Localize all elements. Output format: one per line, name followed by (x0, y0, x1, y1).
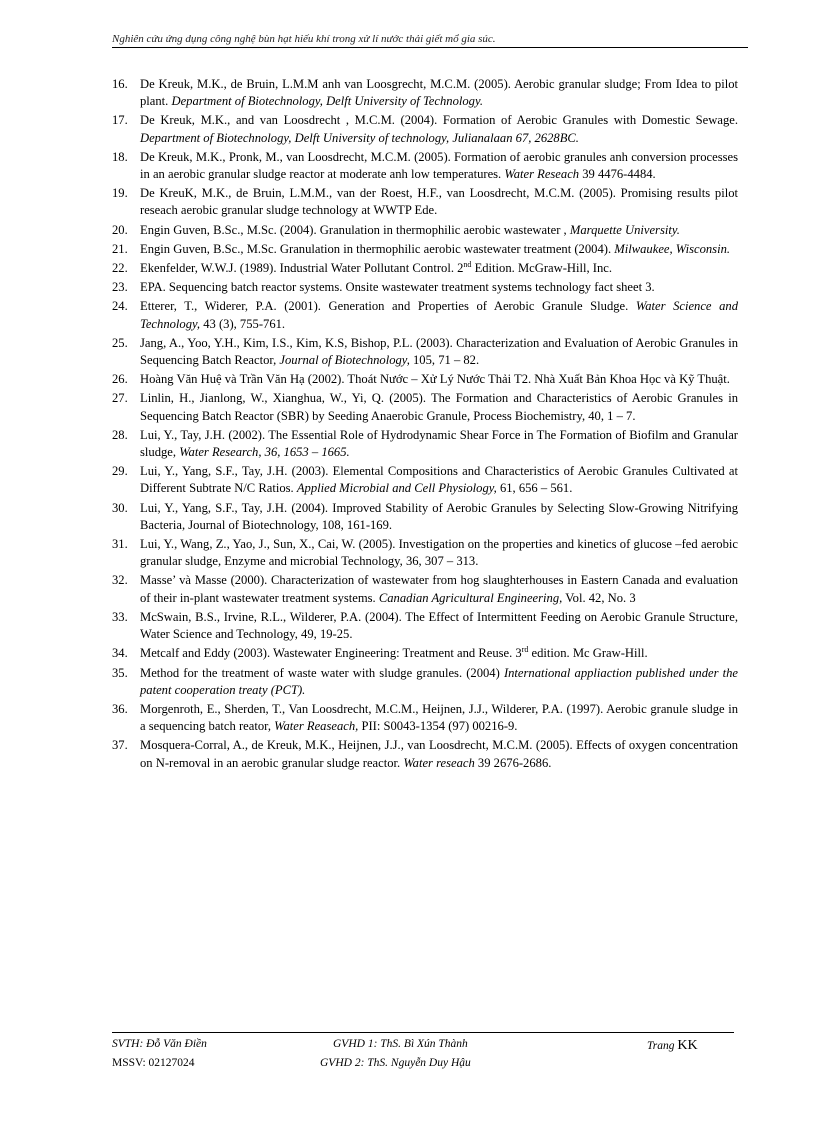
reference-body (140, 464, 738, 495)
reference-number: 25. (112, 335, 128, 350)
footer-page-number (647, 1038, 698, 1054)
reference-body (140, 738, 738, 769)
reference-text: Engin Guven, B.Sc., M.Sc. (2004). Granulation in thermophilic aerobic wastewater , (140, 222, 570, 237)
reference-number: 32. (112, 573, 128, 588)
reference-text: Linlin, H., Jianlong, W., Xianghua, W., Yi, Q. (2005). The Formation and Characteristics of Aerobic Granules in Sequencing Batch Reactor (SBR) by Seeding Anaerobic Granule, Process Biochemistry, 40, 1 – 7. (140, 391, 738, 423)
reference-item (112, 335, 738, 369)
reference-text: McSwain, B.S., Irvine, R.L., Wilderer, P.A. (2004). The Effect of Intermittent Feeding on Aerobic Granule Structure, Water Science and Technology, 49, 19-25. (140, 609, 738, 642)
reference-number: 35. (112, 665, 128, 680)
reference-body (140, 428, 738, 459)
footer-divider (112, 1032, 734, 1033)
reference-text: Lui, Y., Yang, S.F., Tay, J.H. (2003). Elemental Compositions and Characteristics of Aerobic Granules Cultivated at Different Subtrate N/C Ratios. (140, 464, 738, 496)
reference-text: EPA. Sequencing batch reactor systems. Onsite wastewater treatment systems technology fact sheet 3. (140, 280, 655, 295)
reference-item (112, 390, 738, 424)
reference-item (112, 609, 738, 643)
reference-body (140, 372, 730, 386)
reference-text-after: edition. Mc Graw-Hill. (528, 646, 648, 661)
reference-number: 23. (112, 280, 128, 295)
reference-body (140, 223, 680, 237)
reference-number: 34. (112, 646, 128, 661)
reference-text-after: Edition. McGraw-Hill, Inc. (471, 261, 613, 276)
reference-body (140, 501, 738, 532)
reference-item (112, 665, 738, 699)
reference-text: Etterer, T., Widerer, P.A. (2001). Generation and Properties of Aerobic Granule Sludge. (140, 299, 636, 314)
reference-item (112, 112, 738, 146)
reference-journal: Water Reseach (504, 167, 580, 182)
reference-tail: Vol. 42, No. 3 (562, 590, 636, 605)
reference-body (140, 150, 738, 181)
reference-tail: 43 (3), 755-761. (200, 316, 286, 331)
footer-advisor-2: GVHD 2: ThS. Nguyễn Duy Hậu (320, 1057, 471, 1069)
reference-item (112, 222, 738, 239)
reference-number: 30. (112, 500, 128, 515)
reference-body (140, 299, 738, 330)
reference-journal: Applied Microbial and Cell Physiology, (296, 481, 497, 496)
reference-text: Method for the treatment of waste water with sludge granules. (2004) (140, 665, 504, 680)
reference-tail: 61, 656 – 561. (496, 481, 573, 496)
reference-text: Mosquera-Corral, A., de Kreuk, M.K., Heijnen, J.J., van Loosdrecht, M.C.M. (2005). Effects of oxygen concentration on N-removal in an aerobic granular sludge reactor. (140, 738, 738, 770)
reference-body (140, 702, 738, 733)
reference-journal: Canadian Agricultural Engineering, (378, 590, 563, 605)
reference-item (112, 701, 738, 735)
reference-tail: 39 4476-4484. (579, 167, 656, 182)
reference-number: 22. (112, 261, 128, 276)
reference-text: Lui, Y., Tay, J.H. (2002). The Essential Role of Hydrodynamic Shear Force in The Formation of Biofilm and Granular sludge, (140, 427, 738, 460)
reference-item (112, 536, 738, 570)
reference-item (112, 260, 738, 277)
reference-journal: Department of Biotechnology, Delft University of technology, Julianalaan 67, 2628BC. (140, 130, 579, 145)
reference-body (140, 113, 738, 144)
reference-number: 16. (112, 77, 128, 91)
reference-item (112, 298, 738, 332)
reference-journal: Water Research, 36, 1653 – 1665. (179, 445, 350, 460)
footer-student-name: SVTH: Đỗ Văn Điền (112, 1038, 207, 1050)
reference-text: Masse’ và Masse (2000). Characterization of wastewater from hog slaughterhouses in Eastern Canada and evaluation of their in-plant wastewater treatment systems. (140, 573, 738, 605)
reference-number: 18. (112, 149, 128, 164)
reference-body (140, 646, 648, 660)
reference-number: 31. (112, 537, 128, 552)
reference-number: 36. (112, 701, 128, 716)
reference-journal: Water reseach (403, 755, 475, 770)
page-header-title: Nghiên cứu ứng dụng công nghệ bùn hạt hiếu khí trong xử lí nước thải giết mổ gia súc. (112, 33, 496, 45)
reference-item (112, 76, 738, 110)
reference-text: Engin Guven, B.Sc., M.Sc. Granulation in thermophilic aerobic wastewater treatment (2004). (140, 241, 615, 256)
reference-journal: Journal of Biotechnology, (279, 353, 410, 368)
page-number: KK (677, 1038, 698, 1053)
reference-body (140, 610, 738, 641)
reference-superscript: rd (521, 645, 529, 655)
reference-journal: Water Reaseach, (274, 719, 359, 734)
reference-number: 37. (112, 738, 128, 753)
reference-number: 33. (112, 609, 128, 624)
reference-tail: PII: S0043-1354 (97) 00216-9. (358, 719, 518, 734)
header-divider (112, 47, 748, 48)
reference-text: Morgenroth, E., Sherden, T., Van Loosdrecht, M.C.M., Heijnen, J.J., Wilderer, P.A. (1997). Aerobic granule sludge in a sequencing batch reator, (140, 701, 738, 734)
reference-number: 17. (112, 113, 128, 128)
reference-body (140, 77, 738, 108)
reference-text: Jang, A., Yoo, Y.H., Kim, I.S., Kim, K.S, Bishop, P.L. (2003). Characterization and Evaluation of Aerobic Granules in Sequencing Batch Reactor, (140, 335, 738, 368)
reference-tail: 39 2676-2686. (474, 755, 552, 770)
reference-journal: Department of Biotechnology, Delft University of Technology. (171, 94, 484, 109)
reference-text: Metcalf and Eddy (2003). Wastewater Engineering: Treatment and Reuse. 3 (140, 646, 522, 661)
reference-tail: 105, 71 – 82. (409, 353, 480, 368)
reference-text: De Kreuk, M.K., Pronk, M., van Loosdrecht, M.C.M. (2005). Formation of aerobic granules anh conversion processes in an aerobic granular sludge reactor at moderate anh low temperatures. (140, 149, 738, 182)
reference-text: Ekenfelder, W.W.J. (1989). Industrial Water Pollutant Control. 2 (140, 261, 464, 276)
reference-number: 21. (112, 241, 128, 256)
reference-text: De Kreuk, M.K., de Bruin, L.M.M anh van Loosgrecht, M.C.M. (2005). Aerobic granular sludge; From Idea to pilot plant. (140, 77, 738, 109)
page-label: Trang (647, 1040, 675, 1052)
reference-item (112, 427, 738, 461)
reference-text: De Kreuk, M.K., and van Loosdrecht , M.C.M. (2004). Formation of Aerobic Granules with Domestic Sewage. (140, 113, 738, 128)
reference-journal: Marquette University. (569, 222, 680, 237)
reference-number: 19. (112, 186, 128, 201)
reference-number: 20. (112, 222, 128, 237)
reference-text: De KreuK, M.K., de Bruin, L.M.M., van der Roest, H.F., van Loosdrecht, M.C.M. (2005). Promising results pilot reseach aerobic granular sludge technology at WWTP Ede. (140, 186, 738, 218)
reference-item (112, 572, 738, 606)
reference-text: Hoàng Văn Huệ và Trần Văn Hạ (2002). Thoát Nước – Xử Lý Nước Thải T2. Nhà Xuất Bản Khoa Học và Kỹ Thuật. (140, 372, 730, 387)
reference-journal: Water Science and Technology, (140, 299, 738, 331)
reference-item (112, 463, 738, 497)
reference-item (112, 645, 738, 662)
footer-advisor-1: GVHD 1: ThS. Bì Xún Thành (333, 1038, 468, 1050)
reference-list (112, 76, 738, 774)
reference-text: Lui, Y., Yang, S.F., Tay, J.H. (2004). Improved Stability of Aerobic Granules by Selecting Slow-Growing Nitrifying Bacteria, Journal of Biotechnology, 108, 161-169. (140, 500, 738, 532)
footer-student-id: MSSV: 02127024 (112, 1057, 195, 1069)
reference-number: 24. (112, 299, 128, 314)
reference-journal: Milwaukee, Wisconsin. (614, 241, 731, 256)
reference-journal: International appliaction published under the patent cooperation treaty (PCT). (140, 665, 738, 697)
reference-text: Lui, Y., Wang, Z., Yao, J., Sun, X., Cai, W. (2005). Investigation on the properties and kinetics of glucose –fed aerobic granular sludge, Enzyme and microbial Technology, 36, 307 – 313. (140, 537, 738, 569)
reference-body (140, 242, 730, 256)
reference-body (140, 186, 738, 217)
reference-body (140, 666, 738, 697)
reference-item (112, 371, 738, 388)
reference-number: 29. (112, 464, 128, 479)
reference-number: 28. (112, 427, 128, 442)
reference-number: 26. (112, 372, 128, 387)
reference-item (112, 279, 738, 296)
reference-body (140, 537, 738, 568)
reference-body (140, 391, 738, 422)
reference-body (140, 261, 612, 275)
reference-body (140, 336, 738, 367)
reference-item (112, 149, 738, 183)
reference-number: 27. (112, 391, 128, 406)
reference-item (112, 185, 738, 219)
reference-item (112, 241, 738, 258)
reference-body (140, 573, 738, 604)
reference-item (112, 737, 738, 771)
reference-superscript: nd (463, 259, 472, 269)
reference-item (112, 500, 738, 534)
reference-body (140, 280, 655, 294)
